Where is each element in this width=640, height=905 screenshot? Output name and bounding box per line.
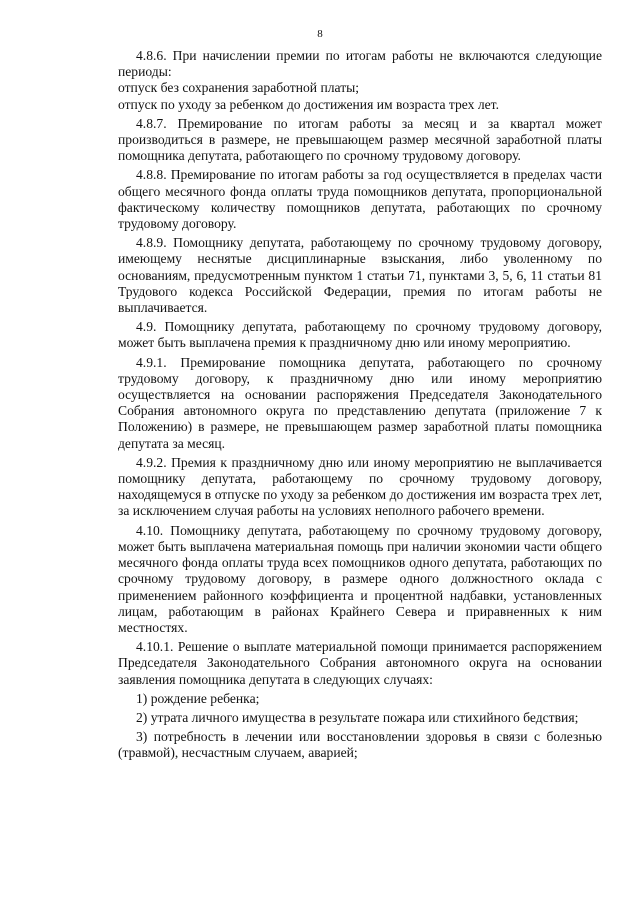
- paragraph-4-10: 4.10. Помощнику депутата, работающему по срочному трудовому договору, может быть выплачена материальная помощь при наличии экономии части общего месячного фонда оплаты труда всех помощников одного депутата, работающих по срочному трудовому договору, в размере одного должностного оклада с применением районного коэффициента и процентной надбавки, установленных лицам, работающим в районах Крайнего Севера и приравненных к ним местностях.: [118, 522, 602, 635]
- paragraph-4-8-6-a: отпуск без сохранения заработной платы;: [118, 80, 360, 96]
- paragraph-4-8-7: 4.8.7. Премирование по итогам работы за месяц и за квартал может производиться в размере, не превышающем размер месячной заработной платы помощника депутата, работающего по срочному трудовому договору.: [118, 115, 602, 164]
- paragraph-4-9-2: 4.9.2. Премия к праздничному дню или иному мероприятию не выплачивается помощнику депутата, работающему по срочному трудовому договору, находящемуся в отпуске по уходу за ребенком до достижения им возраста трех лет, за исключением случая работы на условиях неполного рабочего времени.: [118, 454, 602, 519]
- paragraph-4-8-9: 4.8.9. Помощнику депутата, работающему по срочному трудовому договору, имеющему неснятые дисциплинарные взыскания, либо уволенному по основаниям, предусмотренным пунктом 1 статьи 71, пунктами 3, 5, 6, 11 статьи 81 Трудового кодекса Российской Федерации, премия по итогам работы не выплачивается.: [118, 235, 602, 316]
- page-number: 8: [317, 28, 323, 40]
- paragraph-4-10-1-2: 2) утрата личного имущества в результате пожара или стихийного бедствия;: [136, 709, 579, 725]
- paragraph-4-10-1-3: 3) потребность в лечении или восстановлении здоровья в связи с болезнью (травмой), несчастным случаем, аварией;: [118, 729, 602, 761]
- paragraph-4-10-1: 4.10.1. Решение о выплате материальной помощи принимается распоряжением Председателя Законодательного Собрания автономного округа на основании заявления помощника депутата в следующих случаях:: [118, 639, 602, 687]
- document-body: [118, 48, 602, 762]
- paragraph-4-8-6-b: отпуск по уходу за ребенком до достижения им возраста трех лет.: [118, 96, 499, 112]
- paragraph-4-9: 4.9. Помощнику депутата, работающему по срочному трудовому договору, может быть выплачена премия к праздничному дню или иному мероприятию.: [118, 319, 602, 351]
- paragraph-4-8-8: 4.8.8. Премирование по итогам работы за год осуществляется в пределах части общего месячного фонда оплаты труда помощников депутата, пропорциональной фактическому количеству помощников депутата, работающих по срочному трудовому договору.: [118, 167, 602, 232]
- paragraph-4-10-1-1: 1) рождение ребенка;: [136, 690, 260, 706]
- paragraph-4-9-1: 4.9.1. Премирование помощника депутата, работающего по срочному трудовому договору, к праздничному дню или иному мероприятию осуществляется на основании распоряжения Председателя Законодательного Собрания автономного округа по представлению депутата (приложение 7 к Положению) в размере, не превышающем размер заработной платы помощника депутата за месяц.: [118, 354, 602, 451]
- paragraph-4-8-6: 4.8.6. При начислении премии по итогам работы не включаются следующие периоды:: [118, 48, 602, 80]
